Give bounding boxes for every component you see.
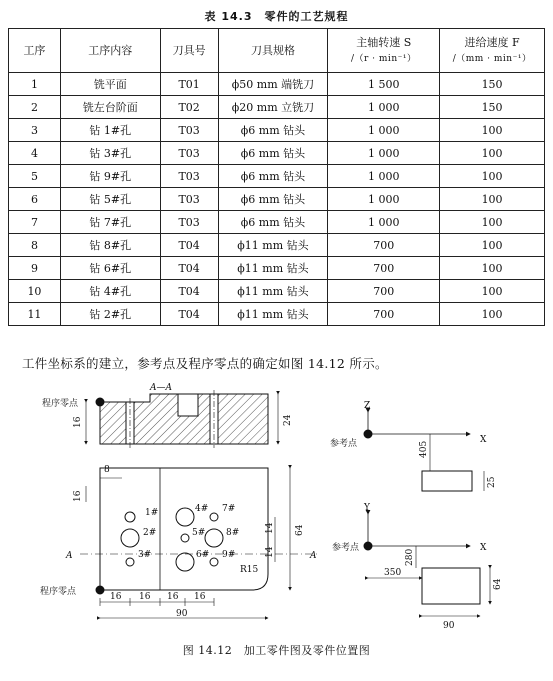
row-feed: 100: [440, 303, 545, 326]
table-header-row: [9, 29, 545, 73]
row-step: 10: [9, 280, 61, 303]
header-tool-no: 刀具号: [160, 29, 218, 73]
row-feed: 100: [440, 280, 545, 303]
hole-label-3: 3#: [138, 550, 152, 560]
dim-90-pos: 90: [443, 621, 455, 631]
row-step: 6: [9, 188, 61, 211]
row-step: 11: [9, 303, 61, 326]
figure-caption: 图 14.12 加工零件图及零件位置图: [182, 644, 371, 657]
header-feed-unit: /（mm · min⁻¹）: [452, 53, 532, 64]
row-spindle: 700: [328, 280, 440, 303]
row-tool-spec: ϕ11 mm 钻头: [218, 257, 328, 280]
row-tool-spec: ϕ11 mm 钻头: [218, 234, 328, 257]
row-feed: 150: [440, 96, 545, 119]
dim-r15: R15: [240, 565, 259, 575]
cut-label-right: A: [310, 551, 317, 561]
dim-16-b3: 16: [167, 592, 179, 602]
row-step: 5: [9, 165, 61, 188]
axis-y-label: Y: [364, 503, 370, 513]
row-tool-no: T03: [160, 142, 218, 165]
axis-x-label-top: X: [480, 435, 487, 445]
hole-label-7: 7#: [222, 504, 236, 514]
dim-64-plan: 64: [295, 524, 305, 536]
row-tool-no: T01: [160, 73, 218, 96]
row-tool-no: T03: [160, 119, 218, 142]
row-tool-no: T03: [160, 165, 218, 188]
hole-label-9: 9#: [222, 550, 236, 560]
row-tool-spec: ϕ20 mm 立铣刀: [218, 96, 328, 119]
table-row: [9, 96, 545, 119]
row-feed: 150: [440, 73, 545, 96]
row-feed: 100: [440, 165, 545, 188]
row-content: 钻 3#孔: [60, 142, 160, 165]
process-table: [8, 28, 545, 326]
axis-z-label: Z: [364, 401, 371, 411]
row-feed: 100: [440, 234, 545, 257]
table-row: [9, 73, 545, 96]
row-content: 钻 9#孔: [60, 165, 160, 188]
row-tool-spec: ϕ50 mm 端铣刀: [218, 73, 328, 96]
table-row: [9, 257, 545, 280]
hole-label-5: 5#: [192, 528, 206, 538]
header-feed: [440, 29, 545, 73]
row-content: 钻 7#孔: [60, 211, 160, 234]
table-row: [9, 119, 545, 142]
hole-label-1: 1#: [145, 508, 159, 518]
row-content: 钻 4#孔: [60, 280, 160, 303]
table-row: [9, 234, 545, 257]
row-spindle: 700: [328, 234, 440, 257]
row-step: 2: [9, 96, 61, 119]
header-spindle: [328, 29, 440, 73]
row-tool-no: T04: [160, 257, 218, 280]
dim-24: 24: [283, 414, 293, 426]
dim-16-b4: 16: [194, 592, 206, 602]
row-tool-spec: ϕ6 mm 钻头: [218, 119, 328, 142]
row-content: 钻 2#孔: [60, 303, 160, 326]
row-tool-spec: ϕ6 mm 钻头: [218, 211, 328, 234]
plan-position-view: [368, 514, 490, 616]
program-zero-label-bottom: 程序零点: [40, 587, 77, 597]
row-spindle: 1 000: [328, 188, 440, 211]
hole-label-2: 2#: [143, 528, 157, 538]
row-spindle: 700: [328, 257, 440, 280]
row-spindle: 1 500: [328, 73, 440, 96]
row-tool-no: T03: [160, 188, 218, 211]
row-spindle: 1 000: [328, 142, 440, 165]
table-title: 表 14.3 零件的工艺规程: [204, 10, 349, 23]
row-feed: 100: [440, 211, 545, 234]
dim-64-pos: 64: [493, 578, 503, 590]
dim-14-a: 14: [265, 522, 275, 534]
dim-14-b: 14: [265, 546, 275, 558]
row-tool-spec: ϕ6 mm 钻头: [218, 142, 328, 165]
row-step: 1: [9, 73, 61, 96]
hole-label-4: 4#: [195, 504, 209, 514]
row-tool-no: T04: [160, 234, 218, 257]
row-content: 铣左台阶面: [60, 96, 160, 119]
row-tool-no: T04: [160, 303, 218, 326]
row-tool-no: T04: [160, 280, 218, 303]
hole-label-8: 8#: [226, 528, 240, 538]
cut-label-left: A: [66, 551, 73, 561]
table-row: [9, 188, 545, 211]
header-tool-spec: 刀具规格: [218, 29, 328, 73]
reference-point-label-top: 参考点: [330, 439, 358, 449]
table-row: [9, 303, 545, 326]
row-spindle: 1 000: [328, 211, 440, 234]
row-tool-no: T02: [160, 96, 218, 119]
table-row: [9, 280, 545, 303]
row-feed: 100: [440, 257, 545, 280]
row-step: 4: [9, 142, 61, 165]
row-content: 钻 8#孔: [60, 234, 160, 257]
row-step: 7: [9, 211, 61, 234]
dim-350: 350: [384, 568, 402, 578]
axis-x-label-bottom: X: [480, 543, 487, 553]
row-tool-spec: ϕ6 mm 钻头: [218, 188, 328, 211]
dim-16-b2: 16: [139, 592, 151, 602]
dim-90-plan: 90: [176, 609, 188, 619]
table-row: [9, 142, 545, 165]
row-feed: 100: [440, 119, 545, 142]
row-content: 钻 1#孔: [60, 119, 160, 142]
dim-280: 280: [405, 548, 415, 566]
row-step: 3: [9, 119, 61, 142]
row-spindle: 1 000: [328, 165, 440, 188]
header-spindle-label: 主轴转速 S: [356, 35, 412, 49]
row-tool-spec: ϕ6 mm 钻头: [218, 165, 328, 188]
row-step: 8: [9, 234, 61, 257]
paragraph: 工件坐标系的建立，参考点及程序零点的确定如图 14.12 所示。: [22, 356, 388, 371]
dim-25: 25: [487, 476, 497, 488]
row-spindle: 700: [328, 303, 440, 326]
row-spindle: 1 000: [328, 119, 440, 142]
row-step: 9: [9, 257, 61, 280]
dim-405: 405: [419, 440, 429, 458]
program-zero-bottom-marker: [96, 586, 104, 594]
row-content: 钻 5#孔: [60, 188, 160, 211]
program-zero-label-top: 程序零点: [42, 399, 79, 409]
row-tool-no: T03: [160, 211, 218, 234]
program-zero-top-marker: [96, 398, 104, 406]
header-content: 工序内容: [60, 29, 160, 73]
section-view: [100, 390, 268, 448]
reference-point-label-bottom: 参考点: [332, 543, 360, 553]
row-tool-spec: ϕ11 mm 钻头: [218, 280, 328, 303]
dim-8: 8: [104, 465, 110, 475]
header-spindle-unit: /（r · min⁻¹）: [350, 53, 417, 64]
header-feed-label: 进给速度 F: [464, 35, 520, 49]
row-content: 铣平面: [60, 73, 160, 96]
part-drawing: [0, 376, 553, 638]
header-step: 工序: [9, 29, 61, 73]
section-label: A—A: [150, 383, 172, 393]
dim-16-left: 16: [73, 416, 83, 428]
row-content: 钻 6#孔: [60, 257, 160, 280]
table-body: [9, 73, 545, 326]
reference-point-bottom-marker: [364, 542, 372, 550]
row-tool-spec: ϕ11 mm 钻头: [218, 303, 328, 326]
row-spindle: 1 000: [328, 96, 440, 119]
table-row: [9, 211, 545, 234]
dim-16-b1: 16: [110, 592, 122, 602]
dim-16-plan: 16: [73, 490, 83, 502]
row-feed: 100: [440, 142, 545, 165]
reference-point-top-marker: [364, 430, 372, 438]
table-row: [9, 165, 545, 188]
hole-label-6: 6#: [196, 550, 210, 560]
row-feed: 100: [440, 188, 545, 211]
